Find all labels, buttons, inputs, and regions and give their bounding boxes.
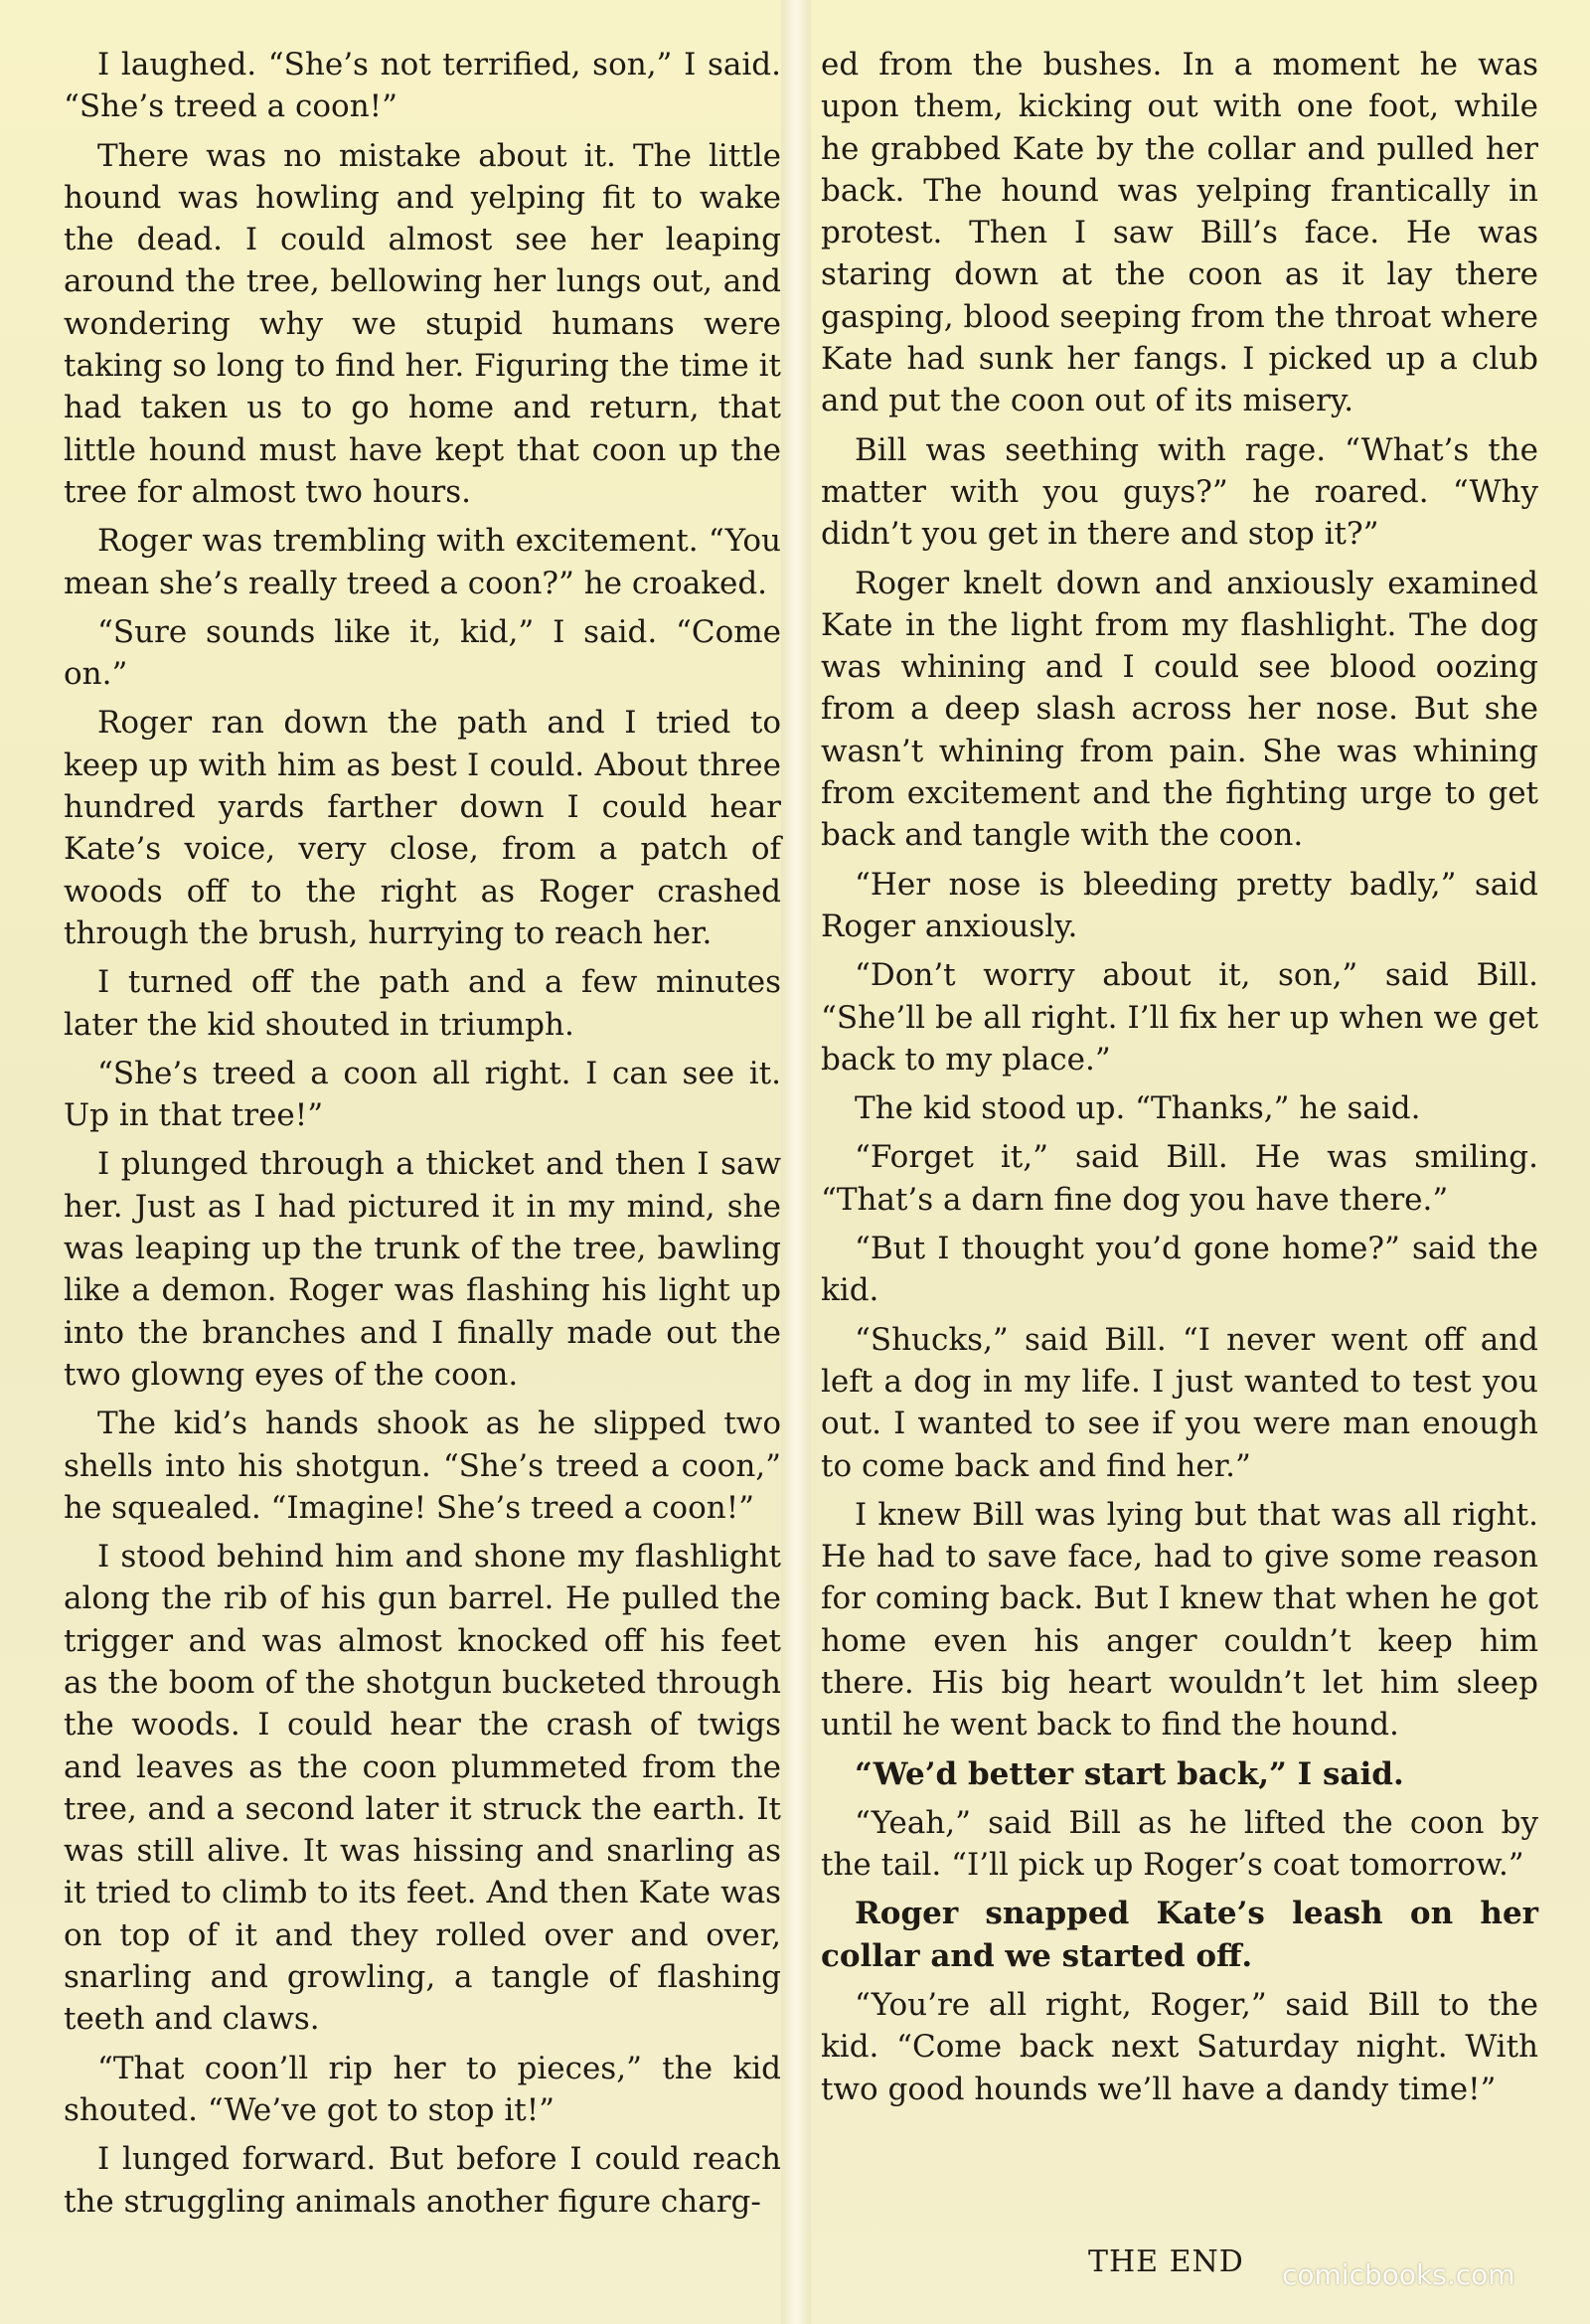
paragraph: “Yeah,” said Bill as he lifted the coon by the tail. “I’ll pick up Roger’s coat tomorrow.” — [821, 1804, 1538, 1884]
paragraph: The kid’s hands shook as he slipped two shells into his shotgun. “She’s treed a coon,” he squealed. “Imagine! She’s treed a coon!” — [64, 1406, 781, 1526]
paragraph: The kid stood up. “Thanks,” he said. — [855, 1090, 1421, 1127]
right-text-column — [821, 44, 1538, 2117]
paragraph: Roger was trembling with excitement. “You mean she’s really treed a coon?” he croaked. — [64, 523, 781, 601]
paragraph: “Shucks,” said Bill. “I never went off and left a dog in my life. I just wanted to test you out. I wanted to see if you were man enough to come back and find her.” — [821, 1321, 1538, 1484]
paragraph: I stood behind him and shone my flashlight along the rib of his gun barrel. He pulled the trigger and was almost knocked off his feet as the boom of the shotgun bucketed through the woods. I could hear the crash of twigs and leaves as the coon plummeted from the tree, and a second later it struck the earth. It was still alive. It was hissing and snarling as it tried to climb to its feet. And then Kate was on top of it and they rolled over and over, snarling and growling, a tangle of flashing teeth and claws. — [64, 1539, 781, 2038]
the-end-label: THE END — [1088, 2244, 1244, 2279]
paragraph: I turned off the path and a few minutes later the kid shouted in triumph. — [64, 964, 781, 1043]
paragraph: Roger ran down the path and I tried to keep up with him as best I could. About three hundred yards farther down I could hear Kate’s voice, very close, from a patch of woods off to the right as Roger crashed through the brush, hurrying to reach her. — [64, 705, 781, 951]
paragraph: “Her nose is bleeding pretty badly,” said Roger anxiously. — [821, 866, 1538, 944]
paragraph: I plunged through a thicket and then I saw her. Just as I had pictured it in my mind, she was leaping up the trunk of the tree, bawling like a demon. Roger was flashing his light up into the branches and I finally made out the two glowng eyes of the coon. — [64, 1146, 781, 1393]
paragraph: Roger snapped Kate’s leash on her collar and we started off. — [821, 1896, 1538, 1974]
paragraph: “We’d better start back,” I said. — [855, 1755, 1404, 1792]
paragraph: Roger knelt down and anxiously examined Kate in the light from my flashlight. The dog was whining and I could see blood oozing from a deep slash across her nose. But she wasn’t whining from pain. She was whining from excitement and the fighting urge to get back and tangle with the coon. — [821, 565, 1538, 854]
paragraph: “You’re all right, Roger,” said Bill to the kid. “Come back next Saturday night. With two good hounds we’ll have a dandy time!” — [821, 1987, 1538, 2107]
paragraph: “But I thought you’d gone home?” said the kid. — [821, 1231, 1538, 1309]
left-text-column — [64, 44, 781, 2230]
paragraph: I knew Bill was lying but that was all right. He had to save face, had to give some reason for coming back. But I knew that when he got home even his anger couldn’t keep him there. His big heart wouldn’t let him sleep until he went back to find the hound. — [821, 1496, 1538, 1743]
paragraph: I laughed. “She’s not terrified, son,” I said. “She’s treed a coon!” — [64, 47, 781, 125]
paragraph: Bill was seething with rage. “What’s the matter with you guys?” he roared. “Why didn’t you get in there and stop it?” — [821, 431, 1538, 553]
site-watermark: comicbooks.com — [1282, 2258, 1515, 2291]
paragraph: “Forget it,” said Bill. He was smiling. “That’s a darn fine dog you have there.” — [821, 1139, 1538, 1218]
paragraph: “She’s treed a coon all right. I can see it. Up in that tree!” — [64, 1055, 781, 1134]
paragraph: ed from the bushes. In a moment he was upon them, kicking out with one foot, while he grabbed Kate by the collar and pulled her back. The hound was yelping frantically in protest. Then I saw Bill’s face. He was staring down at the coon as it lay there gasping, blood seeping from the throat where Kate had sunk her fangs. I picked up a club and put the coon out of its misery. — [821, 47, 1538, 419]
paragraph: I lunged forward. But before I could reach the struggling animals another figure charg- — [64, 2141, 781, 2220]
paragraph: “That coon’ll rip her to pieces,” the kid shouted. “We’ve got to stop it!” — [64, 2050, 781, 2128]
paragraph: “Sure sounds like it, kid,” I said. “Come on.” — [64, 613, 781, 693]
paragraph: “Don’t worry about it, son,” said Bill. “She’ll be all right. I’ll fix her up when we get back to my place.” — [821, 957, 1538, 1078]
paragraph: There was no mistake about it. The little hound was howling and yelping fit to wake the dead. I could almost see her leaping around the tree, bellowing her lungs out, and wondering why we stupid humans were taking so long to find her. Figuring the time it had taken us to go home and return, that little hound must have kept that coon up the tree for almost two hours. — [64, 137, 781, 510]
column-gutter — [781, 0, 811, 2324]
